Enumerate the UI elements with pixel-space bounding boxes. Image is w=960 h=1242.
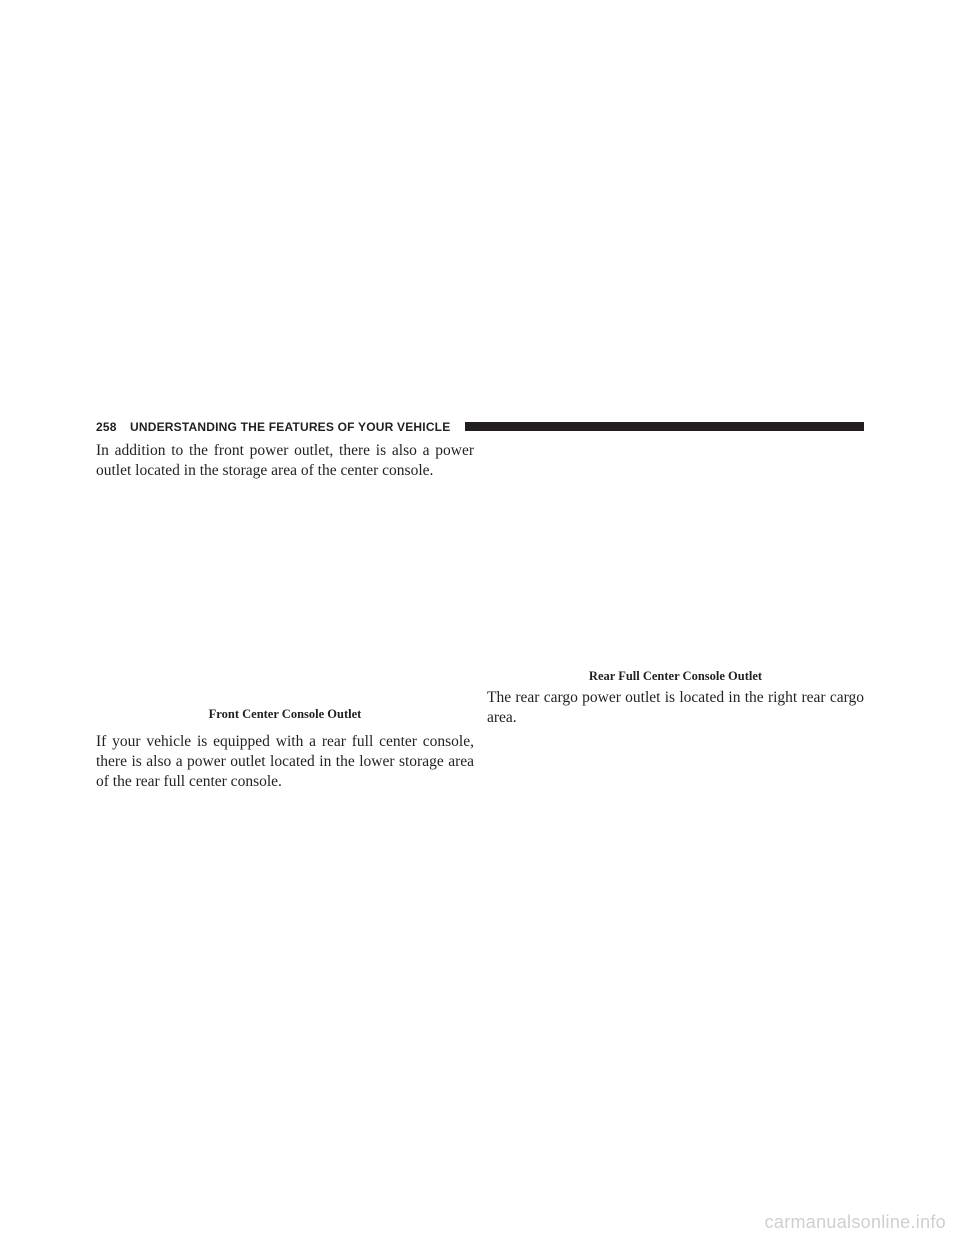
rear-console-outlet-caption: Rear Full Center Console Outlet [588, 669, 763, 683]
header-rule [465, 422, 864, 431]
section-title: UNDERSTANDING THE FEATURES OF YOUR VEHICLE [130, 420, 451, 434]
front-console-outlet-figure [96, 490, 474, 700]
watermark: carmanualsonline.info [764, 1212, 946, 1232]
rear-cargo-paragraph: The rear cargo power outlet is located in the right rear cargo area. [487, 689, 864, 726]
rear-console-paragraph: If your vehicle is equipped with a rear full center console, there is also a power outlet located in the lower storage area of the rear full center console. [96, 733, 474, 790]
rear-console-outlet-figure [487, 448, 864, 662]
page-number: 258 [96, 420, 117, 434]
front-console-outlet-caption: Front Center Console Outlet [208, 707, 362, 721]
intro-paragraph: In addition to the front power outlet, there is also a power outlet located in the storage area of the center console. [96, 442, 474, 479]
page-header [96, 418, 864, 436]
